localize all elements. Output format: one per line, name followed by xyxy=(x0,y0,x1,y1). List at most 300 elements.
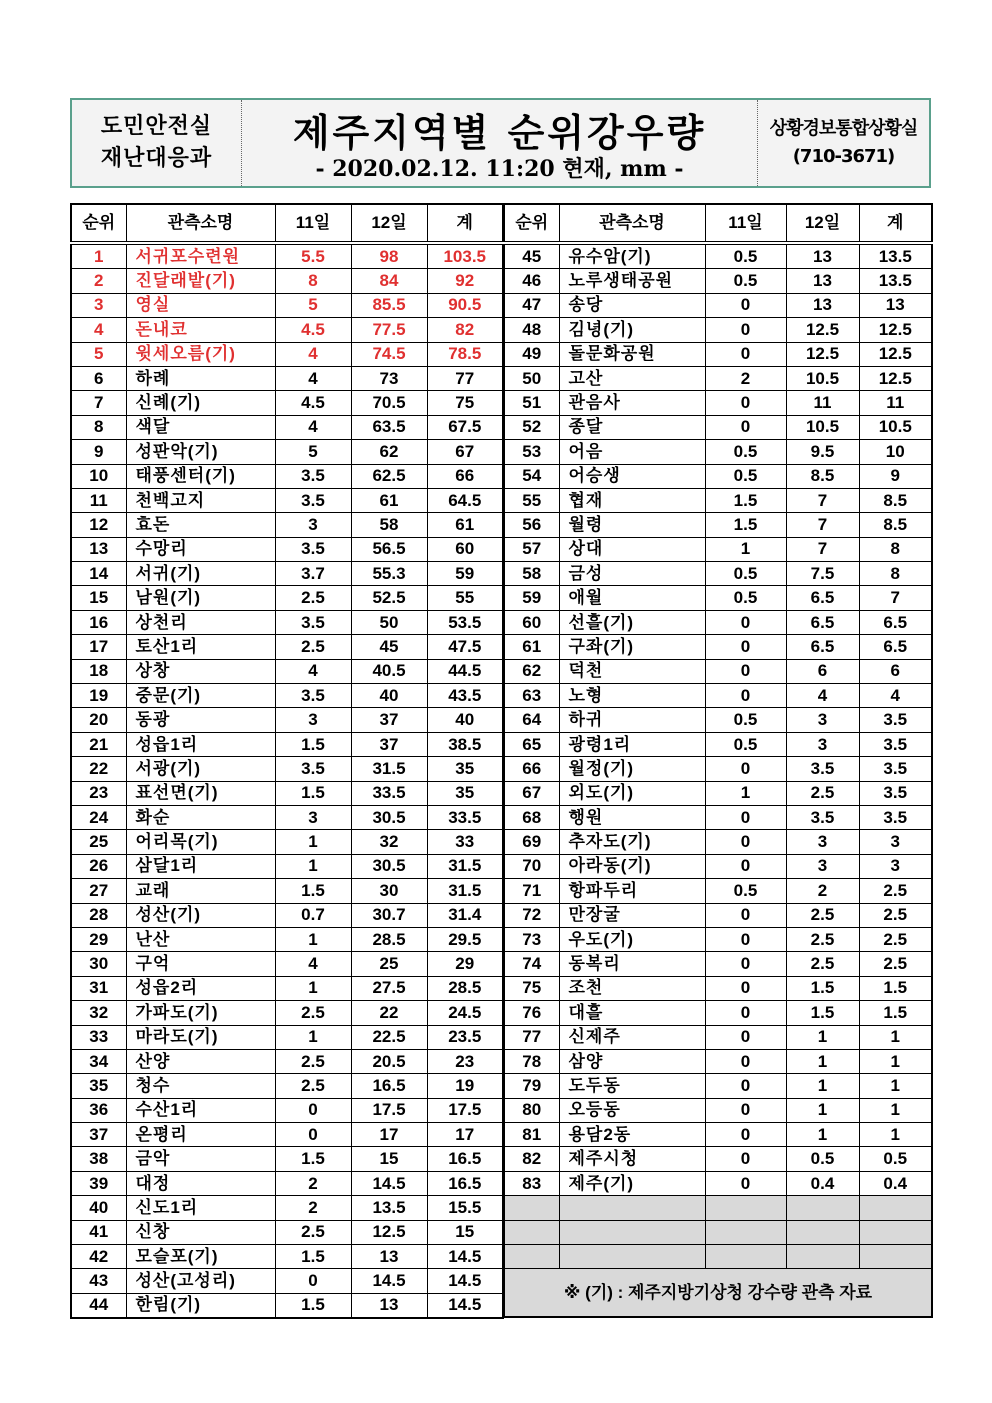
day11-cell: 4 xyxy=(275,342,351,366)
rank-cell: 1 xyxy=(71,243,126,269)
day11-cell: 0 xyxy=(275,1123,351,1147)
station-name-cell: 추자도(기) xyxy=(559,830,705,854)
station-name-cell: 신례(기) xyxy=(126,391,275,415)
office-name: 상황경보통합상황실 xyxy=(769,118,918,139)
day11-cell: 0 xyxy=(705,635,786,659)
rank-cell: 14 xyxy=(71,562,126,586)
table-row xyxy=(504,415,932,439)
rank-cell: 28 xyxy=(71,903,126,927)
station-name-cell: 수망리 xyxy=(126,537,275,561)
table-row xyxy=(504,952,932,976)
day12-cell: 84 xyxy=(351,269,427,293)
division-name: 재난대응과 xyxy=(100,146,213,171)
station-name-cell: 선흘(기) xyxy=(559,610,705,634)
rank-cell: 23 xyxy=(71,781,126,805)
rank-cell: 38 xyxy=(71,1147,126,1171)
station-name-cell: 성산(기) xyxy=(126,903,275,927)
station-name-cell: 대흘 xyxy=(559,1001,705,1025)
table-row xyxy=(504,610,932,634)
total-cell: 1.5 xyxy=(859,1001,932,1025)
day11-cell: 5.5 xyxy=(275,243,351,269)
day11-cell: 0 xyxy=(705,342,786,366)
station-name-cell: 구좌(기) xyxy=(559,635,705,659)
day12-cell: 3 xyxy=(786,708,859,732)
day11-cell: 1 xyxy=(275,976,351,1000)
rank-cell: 71 xyxy=(504,879,559,903)
rank-cell: 16 xyxy=(71,610,126,634)
rank-cell: 49 xyxy=(504,342,559,366)
day12-cell: 3 xyxy=(786,854,859,878)
rank-cell: 52 xyxy=(504,415,559,439)
table-row xyxy=(504,781,932,805)
table-row xyxy=(71,781,503,805)
total-cell: 12.5 xyxy=(859,342,932,366)
total-cell: 4 xyxy=(859,684,932,708)
station-name-cell: 서귀(기) xyxy=(126,562,275,586)
empty-cell xyxy=(705,1196,786,1220)
station-name-cell: 청수 xyxy=(126,1074,275,1098)
rank-cell: 30 xyxy=(71,952,126,976)
station-name-cell: 고산 xyxy=(559,366,705,390)
day11-cell: 1.5 xyxy=(275,1245,351,1269)
station-name-cell: 상창 xyxy=(126,659,275,683)
station-name-cell: 삼양 xyxy=(559,1049,705,1073)
station-name-cell: 외도(기) xyxy=(559,781,705,805)
table-row xyxy=(504,1001,932,1025)
empty-cell xyxy=(786,1245,859,1269)
rank-cell: 3 xyxy=(71,293,126,317)
total-cell: 10 xyxy=(859,440,932,464)
rank-cell: 65 xyxy=(504,732,559,756)
station-name-cell: 삼달1리 xyxy=(126,854,275,878)
empty-cell xyxy=(786,1196,859,1220)
total-cell: 13.5 xyxy=(859,269,932,293)
total-cell: 17 xyxy=(427,1123,503,1147)
rank-cell: 33 xyxy=(71,1025,126,1049)
rank-cell: 37 xyxy=(71,1123,126,1147)
rank-cell: 8 xyxy=(71,415,126,439)
total-cell: 44.5 xyxy=(427,659,503,683)
day11-cell: 0.5 xyxy=(705,562,786,586)
day12-cell: 1.5 xyxy=(786,976,859,1000)
day12-cell: 3.5 xyxy=(786,805,859,829)
station-name-cell: 돈내코 xyxy=(126,318,275,342)
station-name-cell: 송당 xyxy=(559,293,705,317)
empty-cell xyxy=(786,1220,859,1244)
day11-cell: 8 xyxy=(275,269,351,293)
empty-cell xyxy=(859,1245,932,1269)
empty-row xyxy=(504,1245,932,1269)
day12-cell: 31.5 xyxy=(351,757,427,781)
rank-cell: 83 xyxy=(504,1171,559,1195)
day12-cell: 6.5 xyxy=(786,586,859,610)
station-name-cell: 신창 xyxy=(126,1220,275,1244)
total-cell: 6.5 xyxy=(859,635,932,659)
rank-cell: 22 xyxy=(71,757,126,781)
total-cell: 12.5 xyxy=(859,318,932,342)
total-cell: 1 xyxy=(859,1049,932,1073)
table-row xyxy=(71,1196,503,1220)
total-cell: 92 xyxy=(427,269,503,293)
total-cell: 43.5 xyxy=(427,684,503,708)
station-name-cell: 용담2동 xyxy=(559,1123,705,1147)
total-cell: 1 xyxy=(859,1074,932,1098)
rank-cell: 77 xyxy=(504,1025,559,1049)
table-row xyxy=(504,513,932,537)
empty-cell xyxy=(705,1220,786,1244)
table-row xyxy=(71,293,503,317)
day12-cell: 13 xyxy=(786,243,859,269)
day11-cell: 1 xyxy=(275,1025,351,1049)
rank-cell: 56 xyxy=(504,513,559,537)
table-row xyxy=(504,903,932,927)
station-name-cell: 동복리 xyxy=(559,952,705,976)
station-name-cell: 온평리 xyxy=(126,1123,275,1147)
day11-cell: 3 xyxy=(275,708,351,732)
day12-cell: 6.5 xyxy=(786,610,859,634)
empty-cell xyxy=(559,1245,705,1269)
total-cell: 3.5 xyxy=(859,781,932,805)
day11-cell: 0 xyxy=(705,927,786,951)
table-row xyxy=(71,1245,503,1269)
table-row xyxy=(71,879,503,903)
table-row xyxy=(71,708,503,732)
day12-cell: 22.5 xyxy=(351,1025,427,1049)
day12-cell: 1 xyxy=(786,1098,859,1122)
day11-cell: 1.5 xyxy=(705,513,786,537)
rank-cell: 69 xyxy=(504,830,559,854)
table-row xyxy=(71,1147,503,1171)
total-cell: 53.5 xyxy=(427,610,503,634)
total-cell: 60 xyxy=(427,537,503,561)
day12-cell: 9.5 xyxy=(786,440,859,464)
day11-cell: 1 xyxy=(275,854,351,878)
day12-cell: 58 xyxy=(351,513,427,537)
rank-cell: 32 xyxy=(71,1001,126,1025)
table-row xyxy=(71,464,503,488)
table-row xyxy=(504,854,932,878)
station-name-cell: 협재 xyxy=(559,488,705,512)
day11-cell: 0 xyxy=(705,1049,786,1073)
station-name-cell: 월정(기) xyxy=(559,757,705,781)
station-name-cell: 상대 xyxy=(559,537,705,561)
day11-cell: 2 xyxy=(275,1171,351,1195)
table-row xyxy=(71,342,503,366)
total-cell: 2.5 xyxy=(859,879,932,903)
table-row xyxy=(71,659,503,683)
total-cell: 1 xyxy=(859,1123,932,1147)
rainfall-table-right xyxy=(503,203,933,1318)
empty-cell xyxy=(504,1245,559,1269)
report-subtitle: - 2020.02.12. 11:20 현재, mm - xyxy=(315,156,684,182)
day11-cell: 1 xyxy=(705,537,786,561)
day12-cell: 2 xyxy=(786,879,859,903)
day11-cell: 3 xyxy=(275,805,351,829)
day11-cell: 0.5 xyxy=(705,879,786,903)
table-row xyxy=(504,342,932,366)
total-cell: 15 xyxy=(427,1220,503,1244)
day12-cell: 70.5 xyxy=(351,391,427,415)
day11-cell: 4.5 xyxy=(275,318,351,342)
day11-cell: 3.5 xyxy=(275,684,351,708)
total-cell: 13.5 xyxy=(859,243,932,269)
station-name-cell: 상천리 xyxy=(126,610,275,634)
station-name-cell: 어음 xyxy=(559,440,705,464)
day12-cell: 62.5 xyxy=(351,464,427,488)
total-cell: 17.5 xyxy=(427,1098,503,1122)
table-row xyxy=(504,732,932,756)
day11-cell: 0 xyxy=(705,854,786,878)
table-row xyxy=(71,635,503,659)
total-cell: 19 xyxy=(427,1074,503,1098)
rank-cell: 10 xyxy=(71,464,126,488)
day11-cell: 0 xyxy=(705,659,786,683)
total-cell: 0.4 xyxy=(859,1171,932,1195)
rank-cell: 76 xyxy=(504,1001,559,1025)
total-cell: 61 xyxy=(427,513,503,537)
rank-cell: 55 xyxy=(504,488,559,512)
day11-cell: 0 xyxy=(705,318,786,342)
day12-cell: 27.5 xyxy=(351,976,427,1000)
col-day11-header: 11일 xyxy=(275,204,351,243)
station-name-cell: 어승생 xyxy=(559,464,705,488)
station-name-cell: 산양 xyxy=(126,1049,275,1073)
table-row xyxy=(504,684,932,708)
table-row xyxy=(71,513,503,537)
rank-cell: 11 xyxy=(71,488,126,512)
day12-cell: 1.5 xyxy=(786,1001,859,1025)
station-name-cell: 성읍1리 xyxy=(126,732,275,756)
day12-cell: 8.5 xyxy=(786,464,859,488)
rank-cell: 35 xyxy=(71,1074,126,1098)
rank-cell: 67 xyxy=(504,781,559,805)
empty-cell xyxy=(559,1196,705,1220)
table-row xyxy=(71,1293,503,1318)
table-row xyxy=(71,1074,503,1098)
rank-cell: 51 xyxy=(504,391,559,415)
day11-cell: 3 xyxy=(275,513,351,537)
rank-cell: 26 xyxy=(71,854,126,878)
total-cell: 7 xyxy=(859,586,932,610)
day12-cell: 13 xyxy=(351,1245,427,1269)
day11-cell: 0 xyxy=(705,1001,786,1025)
day12-cell: 74.5 xyxy=(351,342,427,366)
rank-cell: 34 xyxy=(71,1049,126,1073)
day12-cell: 40.5 xyxy=(351,659,427,683)
table-row xyxy=(71,1025,503,1049)
table-row xyxy=(504,708,932,732)
total-cell: 2.5 xyxy=(859,952,932,976)
table-row xyxy=(504,562,932,586)
rank-cell: 24 xyxy=(71,805,126,829)
station-name-cell: 종달 xyxy=(559,415,705,439)
station-name-cell: 관음사 xyxy=(559,391,705,415)
total-cell: 16.5 xyxy=(427,1171,503,1195)
table-row xyxy=(71,903,503,927)
station-name-cell: 가파도(기) xyxy=(126,1001,275,1025)
day12-cell: 50 xyxy=(351,610,427,634)
rank-cell: 58 xyxy=(504,562,559,586)
table-row xyxy=(504,976,932,1000)
day11-cell: 0.5 xyxy=(705,586,786,610)
day12-cell: 13 xyxy=(786,269,859,293)
rank-cell: 15 xyxy=(71,586,126,610)
total-cell: 6.5 xyxy=(859,610,932,634)
rank-cell: 74 xyxy=(504,952,559,976)
day11-cell: 0 xyxy=(705,1123,786,1147)
day11-cell: 1 xyxy=(705,781,786,805)
day12-cell: 56.5 xyxy=(351,537,427,561)
day12-cell: 10.5 xyxy=(786,415,859,439)
station-name-cell: 중문(기) xyxy=(126,684,275,708)
station-name-cell: 우도(기) xyxy=(559,927,705,951)
rank-cell: 40 xyxy=(71,1196,126,1220)
day12-cell: 2.5 xyxy=(786,927,859,951)
rank-cell: 68 xyxy=(504,805,559,829)
station-name-cell: 금악 xyxy=(126,1147,275,1171)
station-name-cell: 윗세오름(기) xyxy=(126,342,275,366)
table-row xyxy=(71,415,503,439)
day12-cell: 30.7 xyxy=(351,903,427,927)
total-cell: 67 xyxy=(427,440,503,464)
day11-cell: 2.5 xyxy=(275,1074,351,1098)
station-name-cell: 제주(기) xyxy=(559,1171,705,1195)
station-name-cell: 광령1리 xyxy=(559,732,705,756)
day11-cell: 1 xyxy=(275,830,351,854)
station-name-cell: 하귀 xyxy=(559,708,705,732)
day12-cell: 7 xyxy=(786,488,859,512)
station-name-cell: 대정 xyxy=(126,1171,275,1195)
total-cell: 66 xyxy=(427,464,503,488)
day11-cell: 0 xyxy=(275,1269,351,1293)
rank-cell: 42 xyxy=(71,1245,126,1269)
day12-cell: 85.5 xyxy=(351,293,427,317)
table-row xyxy=(71,1123,503,1147)
rank-cell: 18 xyxy=(71,659,126,683)
station-name-cell: 오등동 xyxy=(559,1098,705,1122)
total-cell: 64.5 xyxy=(427,488,503,512)
day12-cell: 0.4 xyxy=(786,1171,859,1195)
total-cell: 11 xyxy=(859,391,932,415)
day11-cell: 1.5 xyxy=(275,781,351,805)
station-name-cell: 진달래밭(기) xyxy=(126,269,275,293)
total-cell: 29 xyxy=(427,952,503,976)
day12-cell: 14.5 xyxy=(351,1171,427,1195)
day11-cell: 0 xyxy=(705,684,786,708)
table-row xyxy=(71,586,503,610)
day11-cell: 2.5 xyxy=(275,635,351,659)
day11-cell: 1.5 xyxy=(275,732,351,756)
empty-cell xyxy=(859,1196,932,1220)
rank-cell: 6 xyxy=(71,366,126,390)
day12-cell: 30.5 xyxy=(351,805,427,829)
station-name-cell: 효돈 xyxy=(126,513,275,537)
table-row xyxy=(71,391,503,415)
station-name-cell: 동광 xyxy=(126,708,275,732)
day12-cell: 3 xyxy=(786,830,859,854)
total-cell: 31.5 xyxy=(427,879,503,903)
day11-cell: 3.5 xyxy=(275,488,351,512)
station-name-cell: 행원 xyxy=(559,805,705,829)
rank-cell: 72 xyxy=(504,903,559,927)
table-row xyxy=(504,805,932,829)
total-cell: 47.5 xyxy=(427,635,503,659)
day11-cell: 1 xyxy=(275,927,351,951)
day12-cell: 12.5 xyxy=(786,342,859,366)
rank-cell: 59 xyxy=(504,586,559,610)
station-name-cell: 구억 xyxy=(126,952,275,976)
rank-cell: 2 xyxy=(71,269,126,293)
station-name-cell: 덕천 xyxy=(559,659,705,683)
station-name-cell: 김녕(기) xyxy=(559,318,705,342)
day11-cell: 2.5 xyxy=(275,1220,351,1244)
day11-cell: 0.5 xyxy=(705,440,786,464)
rank-cell: 29 xyxy=(71,927,126,951)
station-name-cell: 표선면(기) xyxy=(126,781,275,805)
table-row xyxy=(71,1269,503,1293)
rank-cell: 46 xyxy=(504,269,559,293)
day11-cell: 0 xyxy=(705,610,786,634)
rank-cell: 79 xyxy=(504,1074,559,1098)
station-name-cell: 수산1리 xyxy=(126,1098,275,1122)
department-name: 도민안전실 xyxy=(100,114,213,139)
day12-cell: 32 xyxy=(351,830,427,854)
table-header-row xyxy=(71,204,503,243)
total-cell: 8.5 xyxy=(859,488,932,512)
day12-cell: 13 xyxy=(351,1293,427,1318)
empty-cell xyxy=(859,1220,932,1244)
day12-cell: 3 xyxy=(786,732,859,756)
rank-cell: 31 xyxy=(71,976,126,1000)
total-cell: 8.5 xyxy=(859,513,932,537)
table-row xyxy=(504,269,932,293)
table-body-right xyxy=(504,243,932,1317)
total-cell: 14.5 xyxy=(427,1245,503,1269)
station-name-cell: 만장굴 xyxy=(559,903,705,927)
table-header-row xyxy=(504,204,932,243)
table-row xyxy=(71,805,503,829)
day12-cell: 37 xyxy=(351,708,427,732)
day12-cell: 12.5 xyxy=(351,1220,427,1244)
station-name-cell: 제주시청 xyxy=(559,1147,705,1171)
day12-cell: 13.5 xyxy=(351,1196,427,1220)
day12-cell: 4 xyxy=(786,684,859,708)
day11-cell: 0 xyxy=(275,1098,351,1122)
total-cell: 75 xyxy=(427,391,503,415)
total-cell: 31.5 xyxy=(427,854,503,878)
total-cell: 14.5 xyxy=(427,1269,503,1293)
station-name-cell: 애월 xyxy=(559,586,705,610)
rank-cell: 36 xyxy=(71,1098,126,1122)
table-row xyxy=(71,243,503,269)
rank-cell: 20 xyxy=(71,708,126,732)
total-cell: 3.5 xyxy=(859,757,932,781)
day12-cell: 61 xyxy=(351,488,427,512)
empty-row xyxy=(504,1220,932,1244)
empty-cell xyxy=(504,1220,559,1244)
table-row xyxy=(71,927,503,951)
rank-cell: 12 xyxy=(71,513,126,537)
day12-cell: 6 xyxy=(786,659,859,683)
table-row xyxy=(71,562,503,586)
rank-cell: 64 xyxy=(504,708,559,732)
rank-cell: 73 xyxy=(504,927,559,951)
day12-cell: 45 xyxy=(351,635,427,659)
total-cell: 2.5 xyxy=(859,903,932,927)
day11-cell: 1.5 xyxy=(705,488,786,512)
rank-cell: 47 xyxy=(504,293,559,317)
station-name-cell: 성판악(기) xyxy=(126,440,275,464)
